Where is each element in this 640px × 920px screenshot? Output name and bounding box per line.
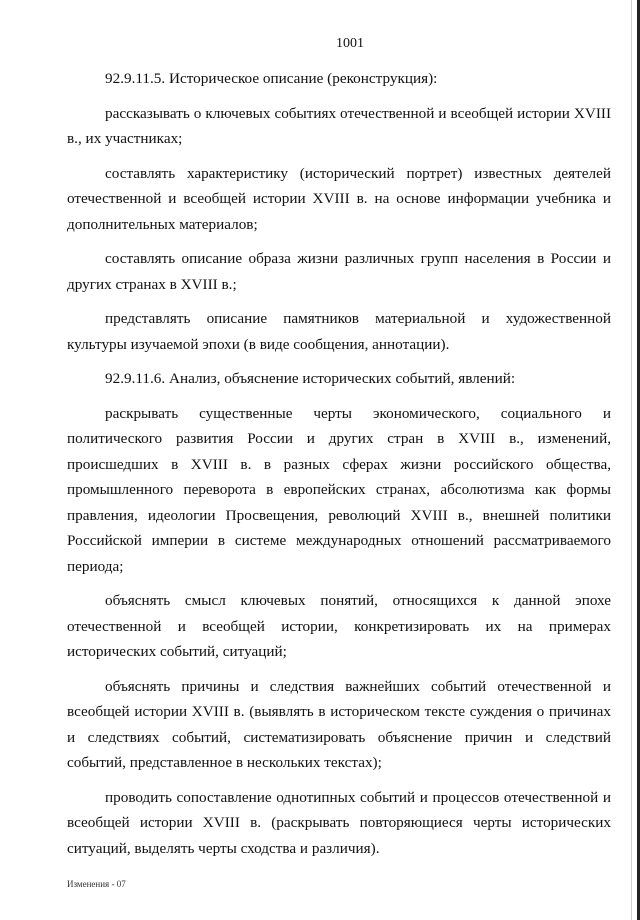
- paragraph: проводить сопоставление однотипных событий и процессов отечественной и всеобщей истории XVIII в. (раскрывать повторяющиеся черты исторических ситуаций, выделять черты сходства и различия).: [67, 788, 611, 857]
- paragraph: представлять описание памятников материальной и художественной культуры изучаемой эпохи (в виде сообщения, аннотации).: [67, 310, 611, 353]
- paragraph: раскрывать существенные черты экономического, социального и политического развития России и других стран в XVIII в., изменений, происшедших в XVIII в. в разных сферах жизни российского общества, промышленного переворота в европейских странах, абсолютизма как формы правления, идеологии Просвещения, революций XVIII в., внешней политики Российской империи в системе международных отношений рассматриваемого периода;: [67, 404, 611, 575]
- body-text: [67, 66, 611, 870]
- footer-note: Изменения - 07: [67, 879, 126, 889]
- paragraph: объяснять причины и следствия важнейших событий отечественной и всеобщей истории XVIII в. (выявлять в историческом тексте суждения о причинах и следствиях событий, систематизировать объяснение причин и следствий событий, представленное в нескольких текстах);: [67, 677, 611, 771]
- section-heading-92-9-11-5: 92.9.11.5. Историческое описание (реконструкция):: [105, 70, 438, 87]
- paragraph: объяснять смысл ключевых понятий, относящихся к данной эпохе отечественной и всеобщей истории, конкретизировать их на примерах исторических событий, ситуаций;: [67, 592, 611, 660]
- paragraph: рассказывать о ключевых событиях отечественной и всеобщей истории XVIII в., их участниках;: [67, 104, 611, 147]
- page-number: 1001: [336, 36, 364, 51]
- paragraph: составлять характеристику (исторический портрет) известных деятелей отечественной и всеобщей истории XVIII в. на основе информации учебника и дополнительных материалов;: [67, 164, 611, 233]
- scan-edge-shadow: [631, 0, 632, 920]
- section-heading-92-9-11-6: 92.9.11.6. Анализ, объяснение исторических событий, явлений:: [105, 370, 516, 387]
- paragraph: составлять описание образа жизни различных групп населения в России и других странах в XVIII в.;: [67, 250, 611, 293]
